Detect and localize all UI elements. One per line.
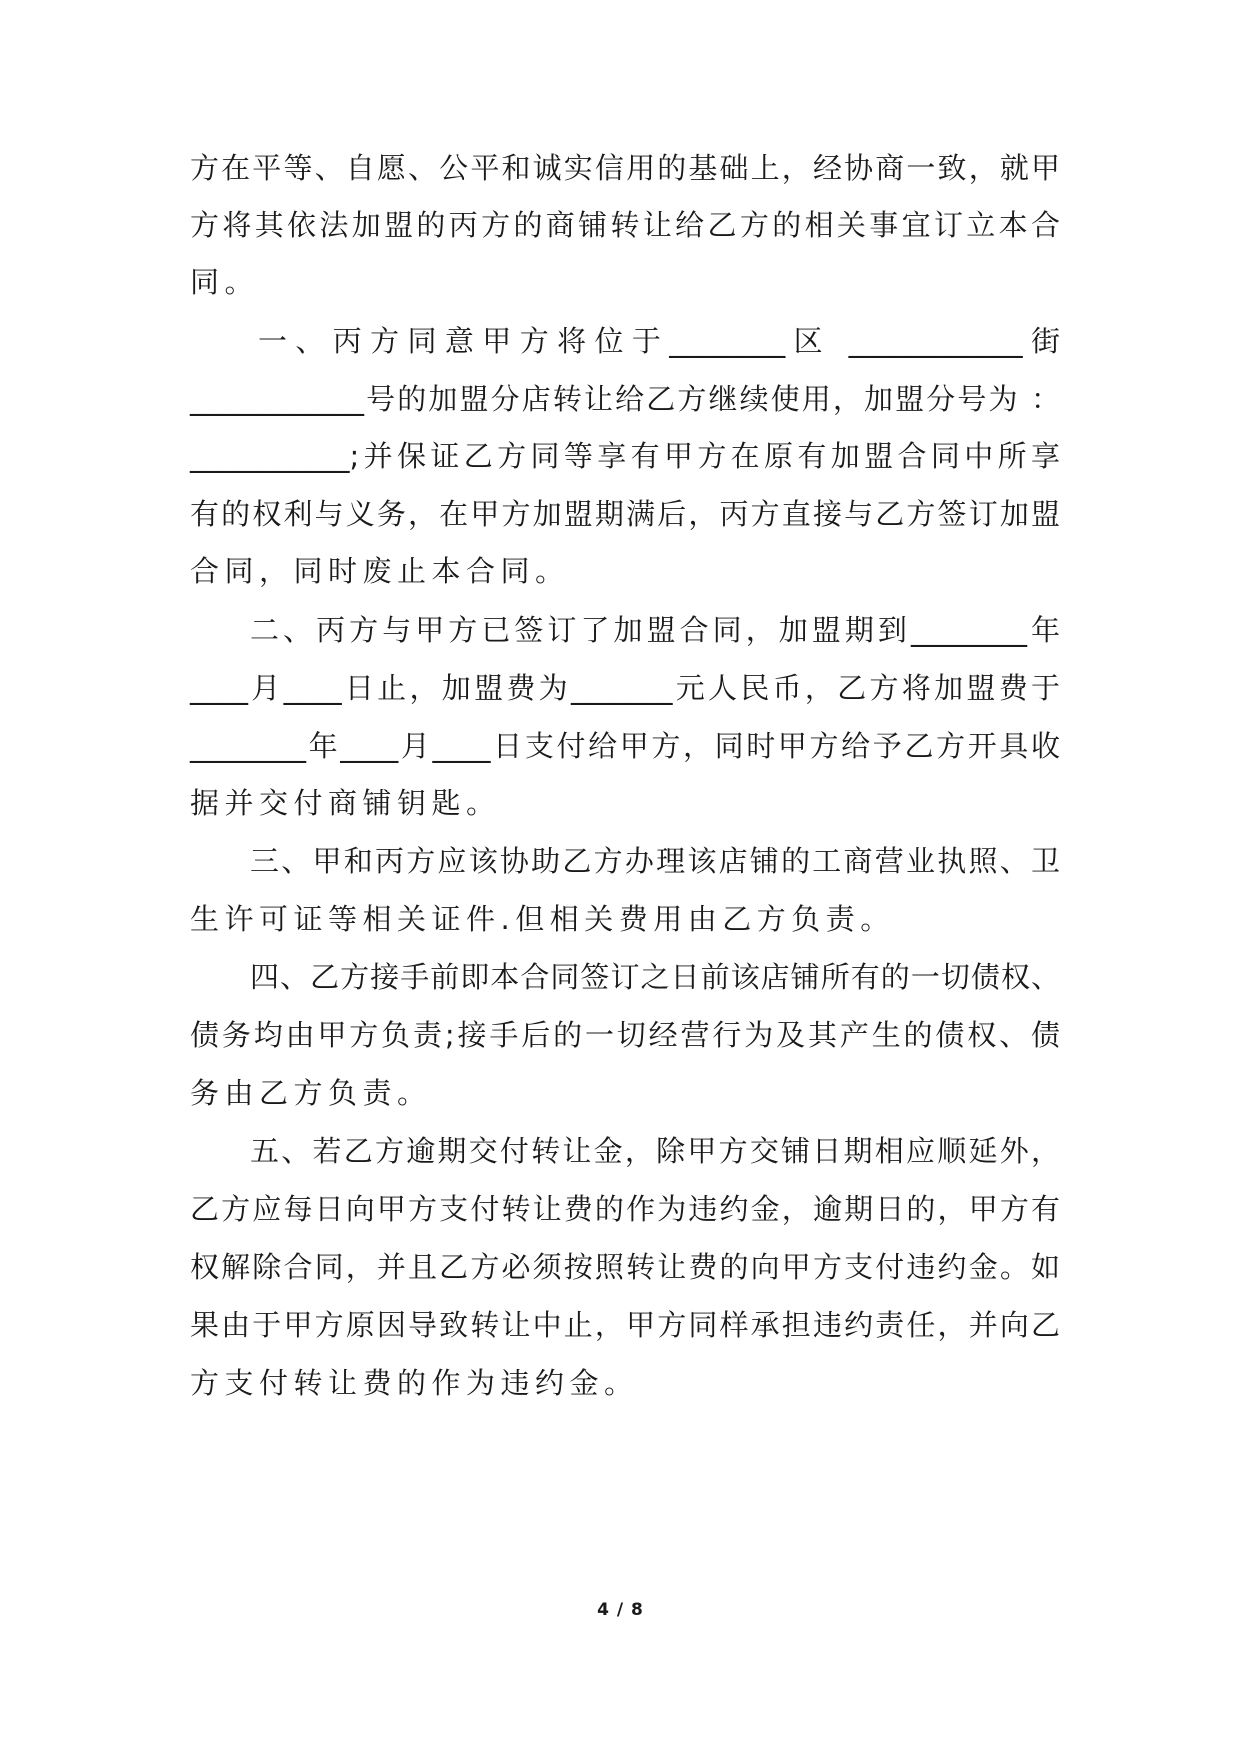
text-line: 方在平等、自愿、公平和诚实信用的基础上，经协商一致，就甲 [190,151,1060,185]
text-line: 有的权利与义务，在甲方加盟期满后，丙方直接与乙方签订加盟 [190,497,1060,531]
text-line: 乙方应每日向甲方支付转让费的作为违约金，逾期日的，甲方有 [190,1192,1060,1226]
text-line: 合同，同时废止本合同。 [190,554,570,588]
text-line: ___________;并保证乙方同等享有甲方在原有加盟合同中所享 [190,439,1060,473]
text-line: 方支付转让费的作为违约金。 [190,1366,639,1400]
clause-2-line: 二、丙方与甲方已签订了加盟合同，加盟期到________年 [250,613,1060,647]
clause-3-line: 三、甲和丙方应该协助乙方办理该店铺的工商营业执照、卫 [250,844,1060,878]
text-line: 生许可证等相关证件.但相关费用由乙方负责。 [190,902,895,936]
text-line: 果由于甲方原因导致转让中止，甲方同样承担违约责任，并向乙 [190,1308,1060,1342]
text-line: 据并交付商铺钥匙。 [190,786,501,820]
text-line: 债务均由甲方负责;接手后的一切经营行为及其产生的债权、债 [190,1018,1060,1052]
text-line: 方将其依法加盟的丙方的商铺转让给乙方的相关事宜订立本合 [190,208,1060,242]
text-line: ____月____日止，加盟费为_______元人民币，乙方将加盟费于 [190,671,1060,705]
text-line: 同。 [190,265,260,299]
clause-5-line: 五、若乙方逾期交付转让金，除甲方交铺日期相应顺延外， [250,1134,1060,1168]
page-number: 4 / 8 [597,1600,644,1620]
text-line: ____________号的加盟分店转让给乙方继续使用，加盟分号为 ： [190,382,1060,416]
clause-4-line: 四、乙方接手前即本合同签订之日前该店铺所有的一切债权、 [250,960,1060,994]
clause-1-line: 一、丙方同意甲方将位于________区 ____________街 [258,324,1060,358]
text-line: ________年____月____日支付给甲方，同时甲方给予乙方开具收 [190,729,1060,763]
text-line: 务由乙方负责。 [190,1076,432,1110]
text-line: 权解除合同，并且乙方必须按照转让费的向甲方支付违约金。如 [190,1250,1060,1284]
